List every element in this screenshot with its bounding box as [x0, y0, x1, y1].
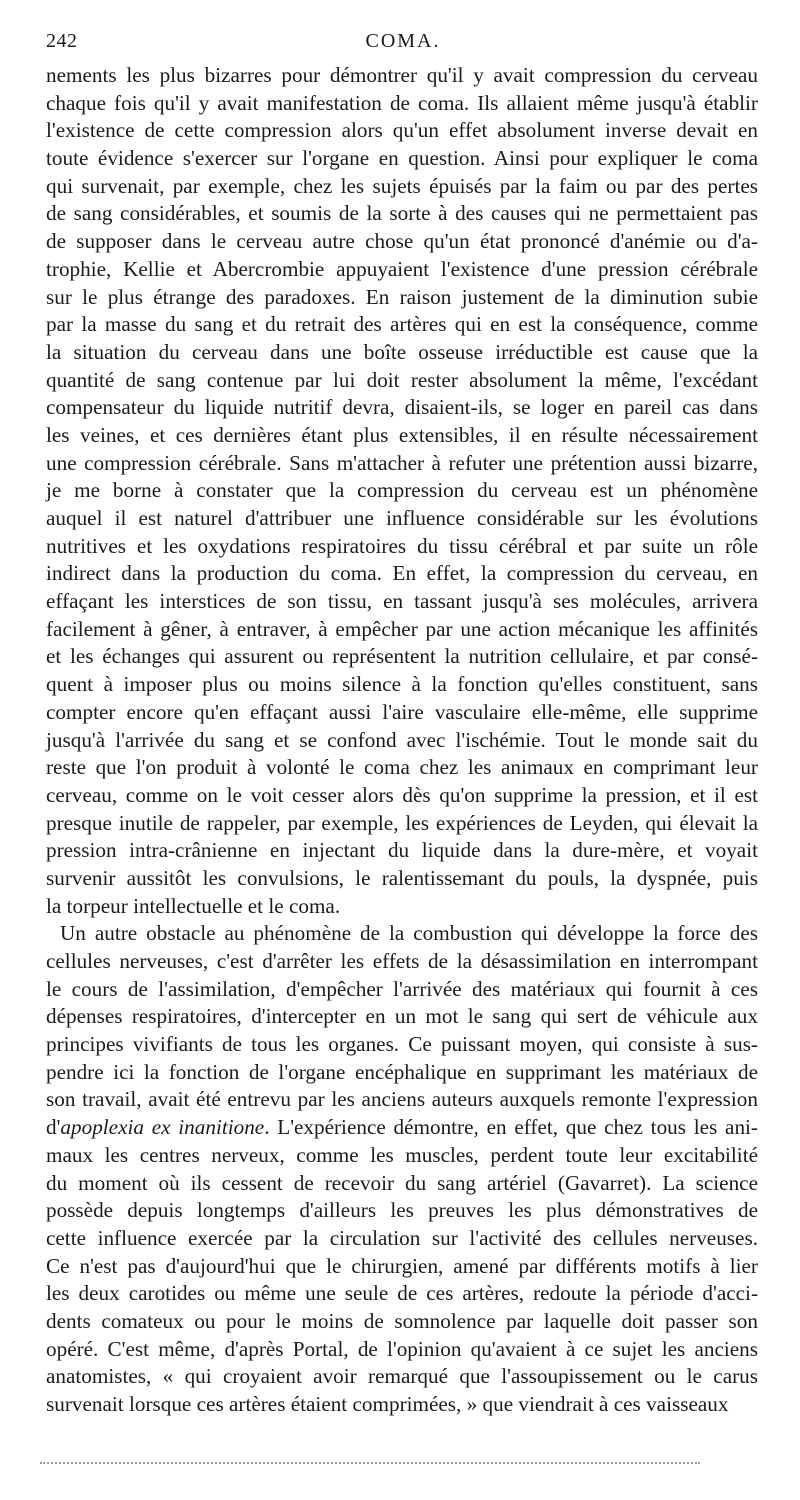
italic-phrase: apoplexia ex inanitione [60, 1115, 265, 1140]
text-line: auquel il est naturel d'attribuer une influence considérable sur les évolutions [46, 506, 758, 530]
text-line: pendre ici la fonction de l'organe encéphalique en supprimant les matériaux de [46, 1059, 758, 1084]
text-line: son travail, avait été entrevu par les anciens auteurs auxquels remonte l'expression [46, 1087, 758, 1112]
text-line: dents comateux ou pour le moins de somnolence par laquelle doit passer son [46, 1308, 758, 1333]
text-line: principes vivifiants de tous les organes. Ce puissant moyen, qui consiste à sus- [46, 1032, 758, 1057]
text-line: cellules nerveuses, c'est d'arrêter les effets de la désassimilation en interrompant [46, 949, 758, 973]
text-line: une compression cérébrale. Sans m'attacher à refuter une prétention aussi bizarre, [46, 450, 758, 475]
text-line: facilement à gêner, à entraver, à empêcher par une action mécanique les affinités [46, 616, 758, 641]
running-title: COMA. [365, 30, 441, 52]
text-line: je me borne à constater que la compression du cerveau est un phénomène [46, 478, 758, 503]
text-line: de supposer dans le cerveau autre chose qu'un état prononcé d'anémie ou d'a- [46, 229, 758, 254]
text-line: effaçant les interstices de son tissu, en tassant jusqu'à ses molécules, arrivera [46, 589, 758, 614]
page-number: 242 [46, 30, 78, 52]
text-line: qui survenait, par exemple, chez les sujets épuisés par la faim ou par des pertes [46, 173, 758, 198]
text-line: pression intra-crânienne en injectant du liquide dans la dure-mère, et voyait [46, 838, 758, 863]
text-line: Ce n'est pas d'aujourd'hui que le chirurgien, amené par différents motifs à lier [46, 1253, 758, 1278]
text-line: indirect dans la production du coma. En effet, la compression du cerveau, en [46, 561, 758, 586]
text-line: compensateur du liquide nutritif devra, disaient-ils, se loger en pareil cas dans [46, 395, 758, 420]
text-line: d'apoplexia ex inanitione. L'expérience démontre, en effet, que chez tous les ani- [46, 1115, 758, 1140]
text-line: chaque fois qu'il y avait manifestation de coma. Ils allaient même jusqu'à établir [46, 90, 758, 115]
text-line: survenir aussitôt les convulsions, le ralentissemant du pouls, la dyspnée, puis [46, 865, 758, 890]
text-line: la situation du cerveau dans une boîte osseuse irréductible est cause que la [46, 339, 758, 364]
text-line: quantité de sang contenue par lui doit rester absolument la même, l'excédant [46, 367, 758, 392]
text-line: et les échanges qui assurent ou représentent la nutrition cellulaire, et par consé- [46, 644, 758, 669]
text-line: jusqu'à l'arrivée du sang et se confond avec l'ischémie. Tout le monde sait du [46, 727, 758, 752]
text-line: maux les centres nerveux, comme les muscles, perdent toute leur excitabilité [46, 1142, 758, 1167]
text-line: possède depuis longtemps d'ailleurs les preuves les plus démonstratives de [46, 1198, 758, 1223]
text-line: nements les plus bizarres pour démontrer qu'il y avait compression du cerveau [46, 63, 758, 87]
text-line: le cours de l'assimilation, d'empêcher l'arrivée des matériaux qui fournit à ces [46, 976, 758, 1001]
text-line: quent à imposer plus ou moins silence à la fonction qu'elles constituent, sans [46, 672, 758, 697]
text-line: Un autre obstacle au phénomène de la combustion qui développe la force des [60, 921, 758, 946]
text-line: dépenses respiratoires, d'intercepter en un mot le sang qui sert de véhicule aux [46, 1004, 758, 1029]
text-line: l'existence de cette compression alors qu'un effet absolument inverse devait en [46, 118, 758, 143]
text-line: reste que l'on produit à volonté le coma chez les animaux en comprimant leur [46, 755, 758, 780]
text-line: du moment où ils cessent de recevoir du sang artériel (Gavarret). La science [46, 1170, 758, 1195]
text-line: par la masse du sang et du retrait des artères qui en est la conséquence, comme [46, 312, 758, 337]
paragraph [46, 62, 758, 920]
text-line: la torpeur intellectuelle et le coma. [46, 893, 341, 918]
text-line: nutritives et les oxydations respiratoires du tissu cérébral et par suite un rôle [46, 533, 758, 558]
text-line: cerveau, comme on le voit cesser alors dès qu'on supprime la pression, et il est [46, 782, 758, 807]
text-line: trophie, Kellie et Abercrombie appuyaient l'existence d'une pression cérébrale [46, 256, 758, 281]
text-line: compter encore qu'en effaçant aussi l'aire vasculaire elle-même, elle supprime [46, 699, 758, 724]
text-line: de sang considérables, et soumis de la sorte à des causes qui ne permettaient pas [46, 201, 758, 226]
text-line: opéré. C'est même, d'après Portal, de l'opinion qu'avaient à ce sujet les anciens [46, 1336, 758, 1361]
text-line: survenait lorsque ces artères étaient comprimées, » que viendrait à ces vaisseaux [46, 1392, 729, 1416]
text-line: sur le plus étrange des paradoxes. En raison justement de la diminution subie [46, 284, 758, 309]
body-text [46, 62, 758, 1419]
paragraph [46, 920, 758, 1418]
page-header [46, 30, 760, 58]
text-line: toute évidence s'exercer sur l'organe en question. Ainsi pour expliquer le coma [46, 146, 758, 171]
text-line: les deux carotides ou même une seule de ces artères, redoute la période d'acci- [46, 1281, 758, 1306]
text-line: anatomistes, « qui croyaient avoir remarqué que l'assoupissement ou le carus [46, 1364, 758, 1389]
footer-dotted-rule [40, 1462, 700, 1464]
text-line: cette influence exercée par la circulation sur l'activité des cellules nerveuses. [46, 1225, 758, 1250]
text-line: les veines, et ces dernières étant plus extensibles, il en résulte nécessairement [46, 422, 758, 447]
text-line: presque inutile de rappeler, par exemple, les expériences de Leyden, qui élevait la [46, 810, 758, 835]
